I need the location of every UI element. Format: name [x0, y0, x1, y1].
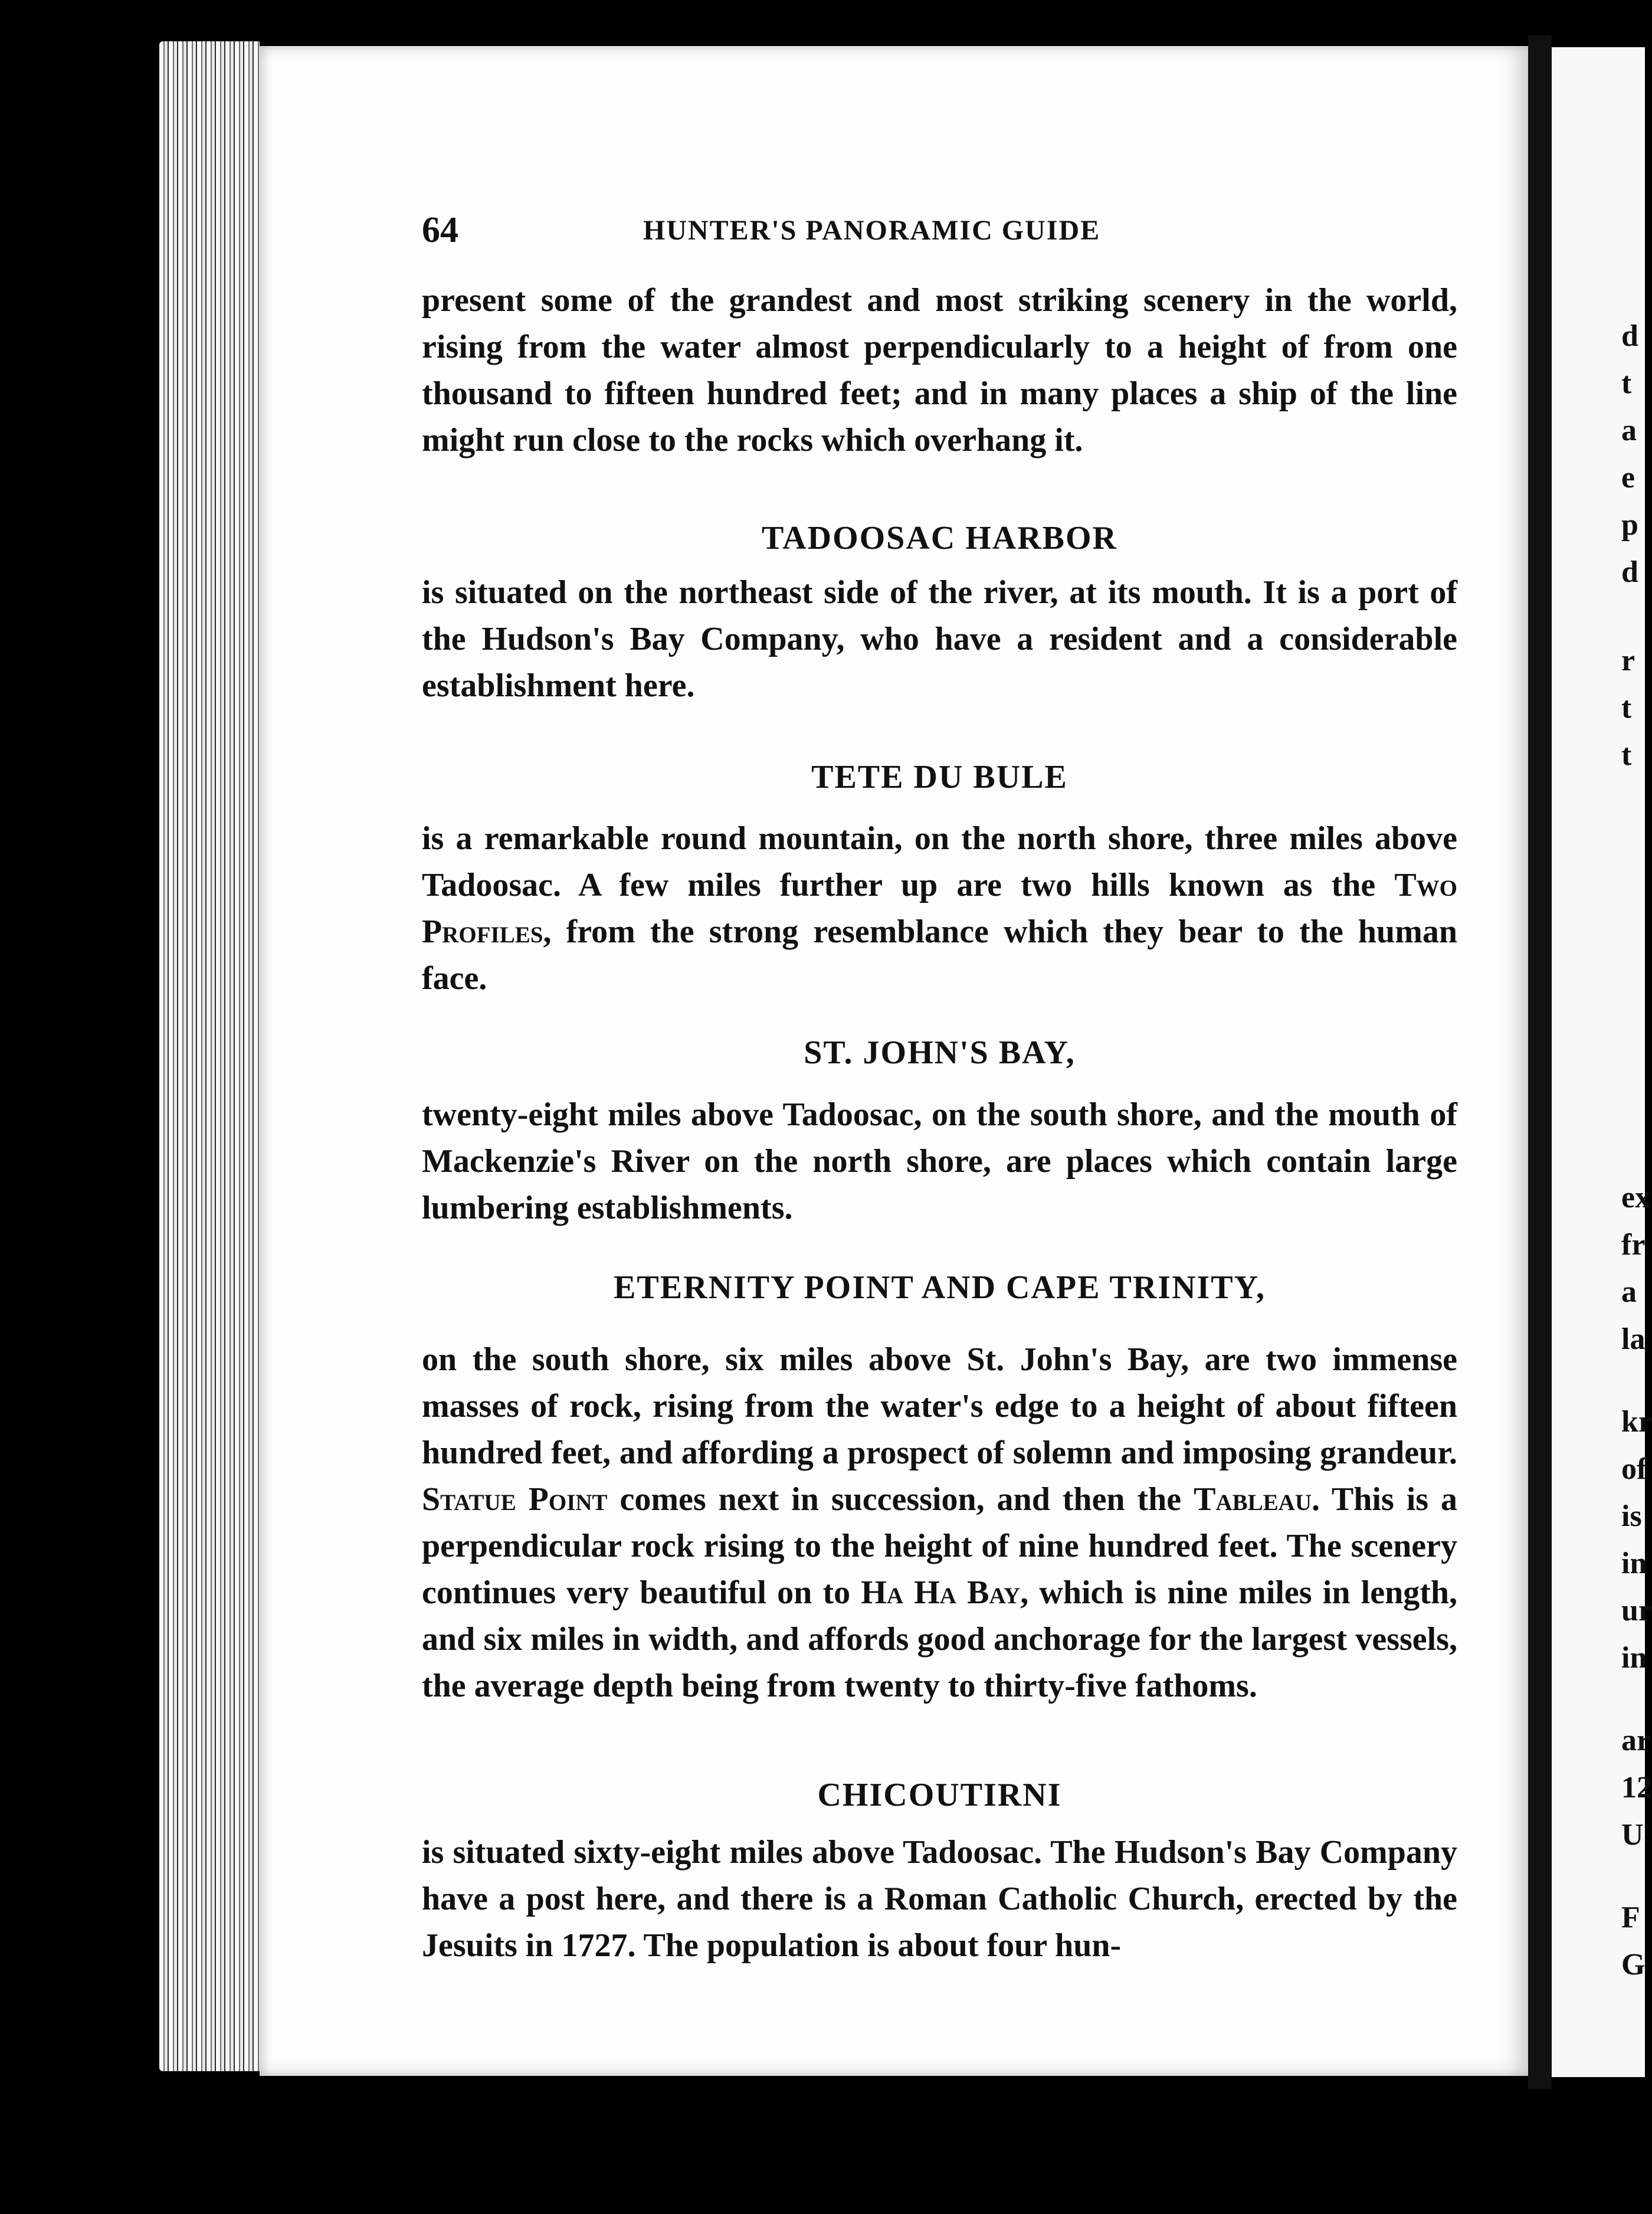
facing-text-fragment: ex — [1621, 1181, 1651, 1214]
facing-text-fragment: of — [1621, 1452, 1647, 1486]
heading-st-johns-bay: ST. JOHN'S BAY, — [804, 1034, 1076, 1071]
facing-text-fragment: t — [1621, 738, 1632, 772]
book-gutter — [1528, 35, 1552, 2089]
small-caps-term: Ha Ha Bay, — [861, 1574, 1029, 1611]
facing-text-fragment: e — [1621, 461, 1635, 494]
page-header — [422, 209, 1531, 257]
small-caps-term: Tableau. — [1194, 1481, 1320, 1518]
facing-text-fragment: 12 — [1621, 1771, 1652, 1804]
paragraph-chicoutirni: is situated sixty-eight miles above Tadoosac. The Hudson's Bay Company have a post here, and there is a Roman Catholic Church, erected by the Jesuits in 1727. The population is about four hun- — [422, 1834, 1457, 1964]
facing-text-fragment: U — [1621, 1818, 1644, 1852]
text-run: This is a perpendicular rock rising to the height of nine hundred feet. The scenery continues very beautiful on to — [422, 1481, 1457, 1611]
text-run: is a remarkable round mountain, on the north shore, three miles above Tadoosac. A few miles further up are two hills known as the — [422, 820, 1457, 903]
facing-text-fragment: r — [1621, 644, 1635, 677]
facing-text-fragment: in — [1621, 1547, 1647, 1580]
facing-text-fragment: ar — [1621, 1724, 1651, 1757]
facing-text-fragment: d — [1621, 319, 1638, 353]
heading-chicoutirni: CHICOUTIRNI — [817, 1777, 1062, 1813]
small-caps-term: Statue Point — [422, 1481, 608, 1518]
running-head: HUNTER'S PANORAMIC GUIDE — [643, 215, 1101, 246]
page-number: 64 — [422, 210, 458, 250]
facing-text-fragment: fr — [1621, 1228, 1646, 1262]
facing-text-fragment: p — [1621, 508, 1638, 542]
paragraph-tete-du-bule — [422, 815, 1457, 1002]
facing-text-fragment: t — [1621, 366, 1632, 400]
facing-text-fragment: a — [1621, 414, 1637, 447]
page-edges — [159, 41, 260, 2071]
paragraph-st-johns-bay: twenty-eight miles above Tadoosac, on the south shore, and the mouth of Mackenzie's River on the north shore, are places which contain large lumbering establishments. — [422, 1096, 1457, 1226]
paragraph-eternity-point — [422, 1337, 1457, 1709]
facing-text-fragment: la — [1621, 1322, 1646, 1356]
facing-text-fragment: d — [1621, 555, 1638, 589]
heading-tete-du-bule: TETE DU BULE — [811, 759, 1068, 795]
paragraph-intro: present some of the grandest and most striking scenery in the world, rising from the water almost perpendicularly to a height of from one thousand to fifteen hundred feet; and in many places a ship of the line might run close to the rocks which overhang it. — [422, 282, 1457, 458]
facing-page-strip — [1552, 47, 1652, 2077]
facing-text-fragment: is — [1621, 1499, 1642, 1533]
facing-text-fragment: a — [1621, 1275, 1637, 1309]
text-run: , from the strong resemblance which they bear to the human face. — [422, 913, 1457, 997]
heading-eternity-point: ETERNITY POINT AND CAPE TRINITY, — [614, 1269, 1266, 1306]
facing-text-fragment: t — [1621, 691, 1632, 725]
text-run: comes next in succession, and then the — [620, 1481, 1182, 1518]
facing-text-fragment: G — [1621, 1948, 1646, 1982]
text-run: on the south shore, six miles above St. John's Bay, are two immense masses of rock, rising from the water's edge to a height of about fifteen hundred feet, and affording a prospect of solemn and imposing grandeur. — [422, 1341, 1457, 1471]
facing-text-fragment: F — [1621, 1901, 1640, 1934]
facing-text-fragment: kr — [1621, 1405, 1652, 1439]
paragraph-tadoosac-harbor: is situated on the northeast side of the river, at its mouth. It is a port of the Hudson's Bay Company, who have a resident and a considerable establishment here. — [422, 574, 1457, 704]
facing-text-fragment: in — [1621, 1641, 1647, 1675]
heading-tadoosac-harbor: TADOOSAC HARBOR — [761, 520, 1117, 556]
small-caps-term: Two Profiles — [422, 867, 1457, 950]
facing-text-fragment: ur — [1621, 1594, 1652, 1627]
text-run: which is nine miles in length, and six miles in width, and affords good anchorage for the largest vessels, the average depth being from twenty to thirty-five fathoms. — [422, 1574, 1458, 1704]
